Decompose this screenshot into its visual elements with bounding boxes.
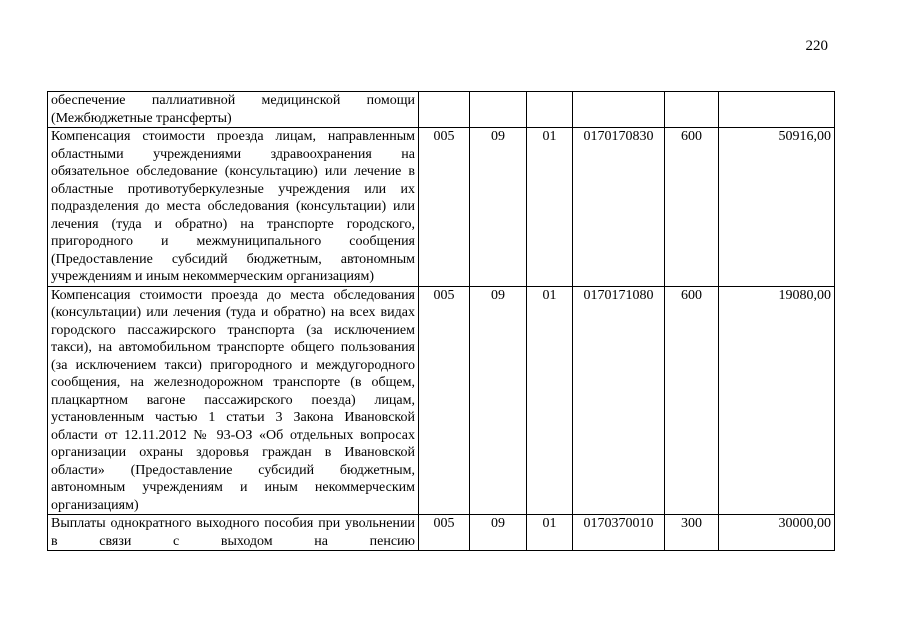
row-description: Компенсация стоимости проезда до места обследования (консультации) или лечения (туда и обратно) на всех видах городского пассажирского транспорта (за исключением такси), на автомобильном транспорте общего пользования (за исключением такси) пригородного и междугородного сообщения, на железнодорожном транспорте (в общем, плацкартном вагоне пассажирского поезда) лицам, установленным частью 1 статьи 3 Закона Ивановской области от 12.11.2012 № 93-ОЗ «Об отдельных вопросах организации охраны здоровья граждан в Ивановской области» (Предоставление субсидий бюджетным, автономным учреждениям и иным некоммерческим организациям) <box>48 286 419 515</box>
table-row <box>48 515 835 551</box>
table-row <box>48 128 835 287</box>
ministry-code: 005 <box>419 128 470 287</box>
row-description: Компенсация стоимости проезда лицам, направленным областными учреждениями здравоохранения на обязательное обследование (консультацию) или лечение в областные противотуберкулезные учреждения или их подразделения до места обследования (консультации) или лечения (туда и обратно) на транспорте городского, пригородного и межмуниципального сообщения (Предоставление субсидий бюджетным, автономным учреждениям и иным некоммерческим организациям) <box>48 128 419 287</box>
expense-type-code <box>665 92 719 128</box>
subsection-code <box>527 92 573 128</box>
row-description: обеспечение паллиативной медицинской помощи (Межбюджетные трансферты) <box>48 92 419 128</box>
section-code: 09 <box>470 286 527 515</box>
subsection-code: 01 <box>527 286 573 515</box>
section-code: 09 <box>470 128 527 287</box>
amount: 50916,00 <box>719 128 835 287</box>
table-row <box>48 92 835 128</box>
subsection-code: 01 <box>527 515 573 551</box>
ministry-code: 005 <box>419 515 470 551</box>
target-article-code: 0170370010 <box>573 515 665 551</box>
target-article-code: 0170170830 <box>573 128 665 287</box>
expense-type-code: 600 <box>665 128 719 287</box>
expense-type-code: 600 <box>665 286 719 515</box>
table-row <box>48 286 835 515</box>
amount: 30000,00 <box>719 515 835 551</box>
ministry-code <box>419 92 470 128</box>
target-article-code: 0170171080 <box>573 286 665 515</box>
target-article-code <box>573 92 665 128</box>
expense-type-code: 300 <box>665 515 719 551</box>
page-number: 220 <box>805 38 828 54</box>
amount <box>719 92 835 128</box>
ministry-code: 005 <box>419 286 470 515</box>
amount: 19080,00 <box>719 286 835 515</box>
section-code <box>470 92 527 128</box>
table-viewport <box>47 91 836 580</box>
section-code: 09 <box>470 515 527 551</box>
row-description: Выплаты однократного выходного пособия при увольнении в связи с выходом на пенсию <box>48 515 419 551</box>
budget-table <box>47 91 835 551</box>
subsection-code: 01 <box>527 128 573 287</box>
